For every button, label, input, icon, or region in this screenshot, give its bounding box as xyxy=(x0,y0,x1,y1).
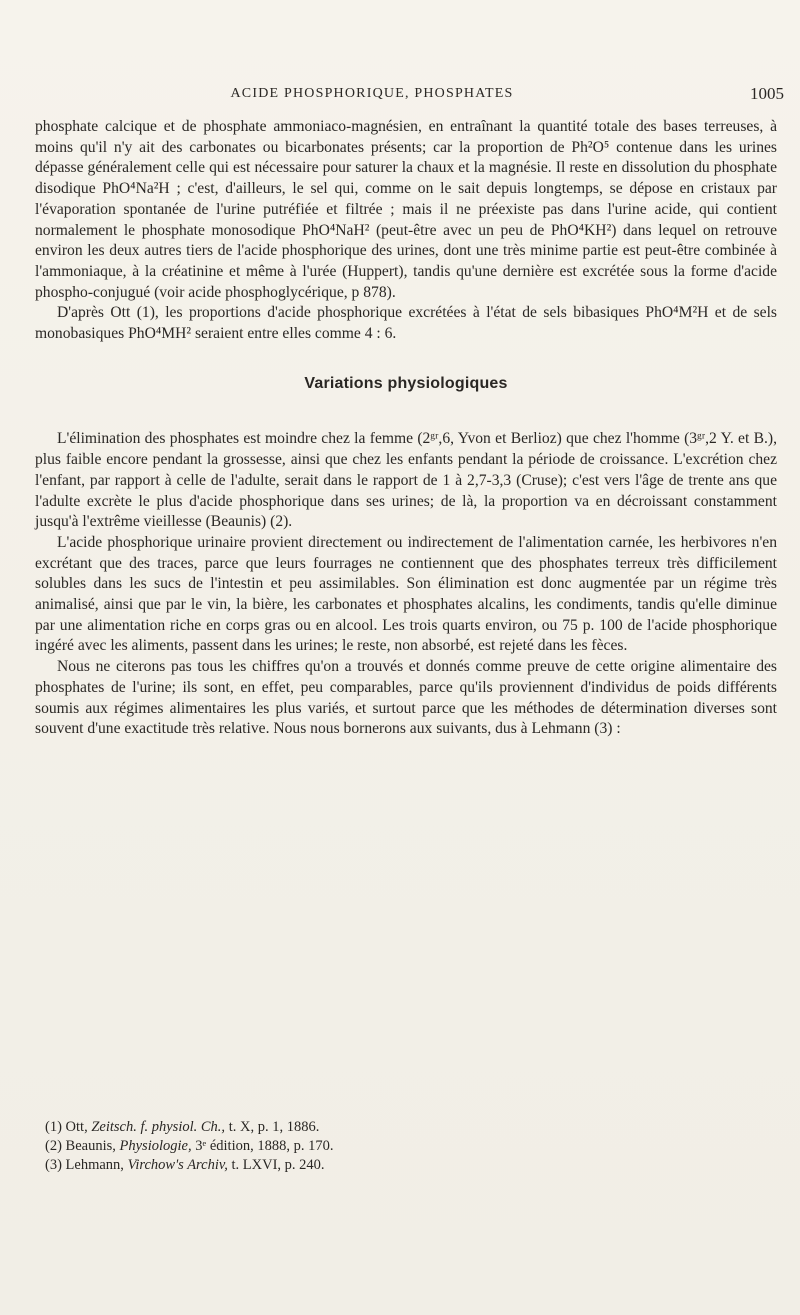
footnote-author: Beaunis, xyxy=(65,1138,116,1154)
footnote xyxy=(45,1137,333,1156)
paragraph: L'acide phosphorique urinaire provient directement ou indirectement de l'alimentation carnée, les herbivores n'en excrétant que des traces, parce que leurs fourrages ne contiennent que des phosphates terreux très difficilement solubles dans les sucs de l'intestin et peu assimilables. Son élimination est donc augmentée par un régime très animalisé, ainsi que par le vin, la bière, les carbonates et phosphates alcalins, les condiments, tandis qu'elle diminue par une alimentation riche en corps gras ou en alcool. Les trois quarts environ, ou 75 p. 100 de l'acide phosphorique ingéré avec les aliments, passent dans les urines; le reste, non absorbé, est rejeté dans les fèces. xyxy=(35,533,777,655)
footnote-work: Virchow's Archiv, xyxy=(127,1157,228,1173)
footnote-details: t. X, p. 1, 1886. xyxy=(228,1119,320,1135)
paragraph: L'élimination des phosphates est moindre chez la femme (2ᵍʳ,6, Yvon et Berlioz) que chez l'homme (3ᵍʳ,2 Y. et B.), plus faible encore pendant la grossesse, ainsi que chez les enfants pendant la période de croissance. L'excrétion chez l'enfant, par rapport à celle de l'adulte, serait dans le rapport de 1 à 2,7-3,3 (Cruse); c'est vers l'âge de trente ans que l'adulte excrète le plus d'acide phosphorique dans ses urines; de là, la proportion va en décroissant constamment jusqu'à l'extrême vieillesse (Beaunis) (2). xyxy=(35,430,777,531)
footnote-author: Ott, xyxy=(65,1119,88,1135)
footnote-number: (2) xyxy=(45,1138,62,1154)
paragraph: D'après Ott (1), les proportions d'acide phosphorique excrétées à l'état de sels bibasiques PhO⁴M²H et de sels monobasiques PhO⁴MH² seraient entre elles comme 4 : 6. xyxy=(35,304,777,343)
footnote-author: Lehmann, xyxy=(65,1157,124,1173)
footnotes xyxy=(45,1118,333,1175)
footnote-work: Physiologie, xyxy=(119,1138,192,1154)
footnote-number: (3) xyxy=(45,1157,62,1173)
page-number: 1005 xyxy=(750,84,784,103)
footnote-details: t. LXVI, p. 240. xyxy=(231,1157,325,1173)
main-text xyxy=(35,117,777,740)
footnote xyxy=(45,1156,333,1175)
running-title: ACIDE PHOSPHORIQUE, PHOSPHATES xyxy=(230,86,514,101)
section-title: Variations physiologiques xyxy=(304,374,508,392)
page-header xyxy=(60,82,784,108)
footnote-work: Zeitsch. f. physiol. Ch., xyxy=(91,1119,226,1135)
footnote xyxy=(45,1118,333,1137)
footnote-details: 3ᵉ édition, 1888, p. 170. xyxy=(195,1138,334,1154)
footnote-number: (1) xyxy=(45,1119,62,1135)
paragraph: Nous ne citerons pas tous les chiffres qu'on a trouvés et donnés comme preuve de cette origine alimentaire des phosphates de l'urine; ils sont, en effet, peu comparables, parce qu'ils proviennent d'individus de poids différents soumis aux régimes alimentaires les plus variés, et surtout parce que les méthodes de détermination diverses sont souvent d'une exactitude très relative. Nous nous bornerons aux suivants, dus à Lehmann (3) : xyxy=(35,658,777,738)
paragraph: phosphate calcique et de phosphate ammoniaco-magnésien, en entraînant la quantité totale des bases terreuses, à moins qu'il n'y ait des carbonates ou bicarbonates présents; car la proportion de Ph²O⁵ contenue dans les urines dépasse généralement celle qui est nécessaire pour saturer la chaux et la magnésie. Il reste en dissolution du phosphate disodique PhO⁴Na²H ; c'est, d'ailleurs, le sel qui, comme on le sait depuis longtemps, se dépose en cristaux par l'évaporation spontanée de l'urine putréfiée et filtrée ; mais il ne préexiste pas dans l'urine acide, qui contient normalement le phosphate monosodique PhO⁴NaH² (peut-être avec un peu de PhO⁴KH²) dans lequel on retrouve environ les deux autres tiers de l'acide phosphorique des urines, dont une très minime partie est peut-être combinée à l'ammoniaque, à la créatinine et même à l'urée (Huppert), tandis qu'une dernière est excrétée sous la forme d'acide phospho-conjugué (voir acide phosphoglycérique, p 878). xyxy=(35,118,777,301)
